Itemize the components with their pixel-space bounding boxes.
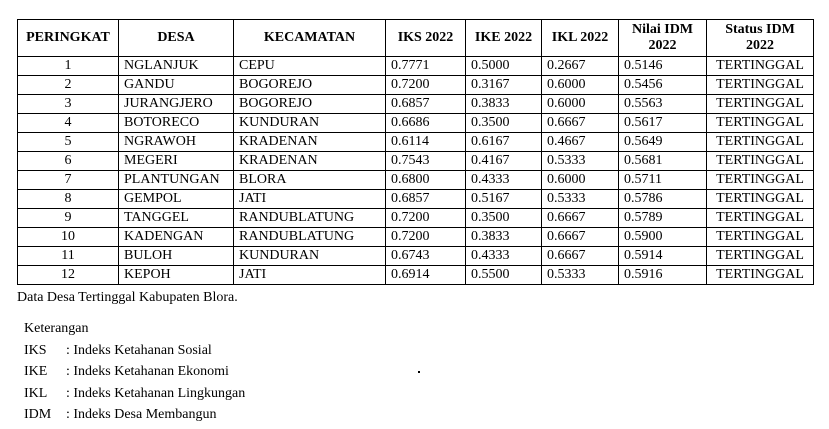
cell-ike: 0.4167 bbox=[466, 152, 542, 171]
cell-status: TERTINGGAL bbox=[707, 171, 814, 190]
cell-ike: 0.3833 bbox=[466, 228, 542, 247]
cell-ikl: 0.6667 bbox=[542, 114, 619, 133]
cell-idm: 0.5711 bbox=[619, 171, 707, 190]
cell-desa: NGRAWOH bbox=[119, 133, 234, 152]
cell-ikl: 0.5333 bbox=[542, 190, 619, 209]
table-row bbox=[18, 171, 814, 190]
cell-ike: 0.3167 bbox=[466, 76, 542, 95]
table-row bbox=[18, 228, 814, 247]
header-nilai-idm-line1: Nilai IDM bbox=[631, 22, 694, 37]
cell-desa: GEMPOL bbox=[119, 190, 234, 209]
table-row bbox=[18, 190, 814, 209]
table-row bbox=[18, 247, 814, 266]
header-status-idm-line1: Status IDM bbox=[725, 22, 795, 37]
table-row bbox=[18, 266, 814, 285]
cell-desa: KADENGAN bbox=[119, 228, 234, 247]
cell-ikl: 0.6667 bbox=[542, 228, 619, 247]
header-ike: IKE 2022 bbox=[466, 20, 542, 57]
table-row bbox=[18, 76, 814, 95]
cell-kecamatan: KUNDURAN bbox=[234, 114, 386, 133]
legend-desc: : Indeks Ketahanan Lingkungan bbox=[66, 386, 246, 401]
cell-kecamatan: KRADENAN bbox=[234, 152, 386, 171]
table-header-row bbox=[18, 20, 814, 57]
cell-status: TERTINGGAL bbox=[707, 152, 814, 171]
cell-rank: 2 bbox=[18, 76, 119, 95]
cell-status: TERTINGGAL bbox=[707, 247, 814, 266]
cell-status: TERTINGGAL bbox=[707, 57, 814, 76]
cell-rank: 5 bbox=[18, 133, 119, 152]
header-status-idm bbox=[707, 20, 814, 57]
cell-iks: 0.6857 bbox=[386, 190, 466, 209]
cell-kecamatan: BLORA bbox=[234, 171, 386, 190]
cell-idm: 0.5914 bbox=[619, 247, 707, 266]
idm-table bbox=[17, 19, 814, 285]
cell-ike: 0.5000 bbox=[466, 57, 542, 76]
cell-kecamatan: JATI bbox=[234, 266, 386, 285]
legend-abbr: IDM bbox=[24, 407, 52, 422]
table-row bbox=[18, 114, 814, 133]
cell-iks: 0.6857 bbox=[386, 95, 466, 114]
legend-desc: : Indeks Desa Membangun bbox=[66, 407, 217, 422]
cell-status: TERTINGGAL bbox=[707, 190, 814, 209]
cell-ike: 0.3500 bbox=[466, 209, 542, 228]
cell-iks: 0.7200 bbox=[386, 76, 466, 95]
table-row bbox=[18, 209, 814, 228]
cell-iks: 0.6114 bbox=[386, 133, 466, 152]
cell-status: TERTINGGAL bbox=[707, 95, 814, 114]
cell-rank: 10 bbox=[18, 228, 119, 247]
header-ikl: IKL 2022 bbox=[542, 20, 619, 57]
cell-ikl: 0.6667 bbox=[542, 209, 619, 228]
cell-idm: 0.5146 bbox=[619, 57, 707, 76]
cell-ike: 0.5167 bbox=[466, 190, 542, 209]
table-row bbox=[18, 95, 814, 114]
legend-desc: : Indeks Ketahanan Sosial bbox=[66, 343, 212, 358]
cell-ikl: 0.6667 bbox=[542, 247, 619, 266]
cell-kecamatan: BOGOREJO bbox=[234, 76, 386, 95]
cell-ike: 0.4333 bbox=[466, 171, 542, 190]
header-peringkat: PERINGKAT bbox=[18, 20, 119, 57]
cell-ike: 0.5500 bbox=[466, 266, 542, 285]
cell-iks: 0.7200 bbox=[386, 228, 466, 247]
header-nilai-idm-line2: 2022 bbox=[648, 38, 677, 53]
cell-ikl: 0.4667 bbox=[542, 133, 619, 152]
cell-kecamatan: BOGOREJO bbox=[234, 95, 386, 114]
cell-ike: 0.6167 bbox=[466, 133, 542, 152]
cell-desa: PLANTUNGAN bbox=[119, 171, 234, 190]
cell-status: TERTINGGAL bbox=[707, 76, 814, 95]
cell-kecamatan: JATI bbox=[234, 190, 386, 209]
cell-iks: 0.7771 bbox=[386, 57, 466, 76]
table-row bbox=[18, 57, 814, 76]
header-desa: DESA bbox=[119, 20, 234, 57]
header-iks: IKS 2022 bbox=[386, 20, 466, 57]
cell-iks: 0.7543 bbox=[386, 152, 466, 171]
cell-idm: 0.5649 bbox=[619, 133, 707, 152]
header-kecamatan: KECAMATAN bbox=[234, 20, 386, 57]
cell-idm: 0.5456 bbox=[619, 76, 707, 95]
cell-desa: GANDU bbox=[119, 76, 234, 95]
cell-kecamatan: CEPU bbox=[234, 57, 386, 76]
cell-idm: 0.5789 bbox=[619, 209, 707, 228]
cell-desa: BULOH bbox=[119, 247, 234, 266]
cell-ike: 0.3833 bbox=[466, 95, 542, 114]
cell-ikl: 0.5333 bbox=[542, 152, 619, 171]
legend-item-iks bbox=[24, 343, 212, 359]
cell-iks: 0.6914 bbox=[386, 266, 466, 285]
cell-desa: NGLANJUK bbox=[119, 57, 234, 76]
cell-idm: 0.5786 bbox=[619, 190, 707, 209]
cell-idm: 0.5900 bbox=[619, 228, 707, 247]
cell-rank: 7 bbox=[18, 171, 119, 190]
table-row bbox=[18, 133, 814, 152]
cell-ike: 0.4333 bbox=[466, 247, 542, 266]
cell-rank: 9 bbox=[18, 209, 119, 228]
legend-abbr: IKL bbox=[24, 386, 48, 401]
cell-desa: TANGGEL bbox=[119, 209, 234, 228]
table-caption: Data Desa Tertinggal Kabupaten Blora. bbox=[17, 290, 238, 305]
cell-desa: MEGERI bbox=[119, 152, 234, 171]
cell-desa: KEPOH bbox=[119, 266, 234, 285]
header-nilai-idm bbox=[619, 20, 707, 57]
cell-rank: 6 bbox=[18, 152, 119, 171]
stray-dot bbox=[418, 371, 420, 373]
table-row bbox=[18, 152, 814, 171]
legend-abbr: IKE bbox=[24, 364, 48, 379]
cell-desa: BOTORECO bbox=[119, 114, 234, 133]
cell-idm: 0.5916 bbox=[619, 266, 707, 285]
cell-kecamatan: RANDUBLATUNG bbox=[234, 228, 386, 247]
cell-kecamatan: KRADENAN bbox=[234, 133, 386, 152]
cell-iks: 0.7200 bbox=[386, 209, 466, 228]
cell-ikl: 0.5333 bbox=[542, 266, 619, 285]
cell-ikl: 0.6000 bbox=[542, 76, 619, 95]
legend-item-idm bbox=[24, 407, 216, 423]
cell-status: TERTINGGAL bbox=[707, 209, 814, 228]
legend-item-ikl bbox=[24, 386, 245, 402]
legend-item-ike bbox=[24, 364, 229, 380]
cell-kecamatan: RANDUBLATUNG bbox=[234, 209, 386, 228]
header-status-idm-line2: 2022 bbox=[746, 38, 774, 53]
cell-iks: 0.6800 bbox=[386, 171, 466, 190]
cell-status: TERTINGGAL bbox=[707, 114, 814, 133]
cell-rank: 1 bbox=[18, 57, 119, 76]
cell-ike: 0.3500 bbox=[466, 114, 542, 133]
cell-status: TERTINGGAL bbox=[707, 228, 814, 247]
cell-status: TERTINGGAL bbox=[707, 266, 814, 285]
cell-rank: 3 bbox=[18, 95, 119, 114]
cell-rank: 12 bbox=[18, 266, 119, 285]
cell-rank: 11 bbox=[18, 247, 119, 266]
cell-idm: 0.5563 bbox=[619, 95, 707, 114]
cell-status: TERTINGGAL bbox=[707, 133, 814, 152]
cell-iks: 0.6686 bbox=[386, 114, 466, 133]
legend-title: Keterangan bbox=[24, 321, 89, 336]
cell-ikl: 0.2667 bbox=[542, 57, 619, 76]
cell-rank: 8 bbox=[18, 190, 119, 209]
cell-iks: 0.6743 bbox=[386, 247, 466, 266]
legend-abbr: IKS bbox=[24, 343, 47, 358]
cell-rank: 4 bbox=[18, 114, 119, 133]
cell-ikl: 0.6000 bbox=[542, 171, 619, 190]
legend-desc: : Indeks Ketahanan Ekonomi bbox=[66, 364, 229, 379]
cell-desa: JURANGJERO bbox=[119, 95, 234, 114]
cell-idm: 0.5617 bbox=[619, 114, 707, 133]
cell-ikl: 0.6000 bbox=[542, 95, 619, 114]
cell-kecamatan: KUNDURAN bbox=[234, 247, 386, 266]
cell-idm: 0.5681 bbox=[619, 152, 707, 171]
